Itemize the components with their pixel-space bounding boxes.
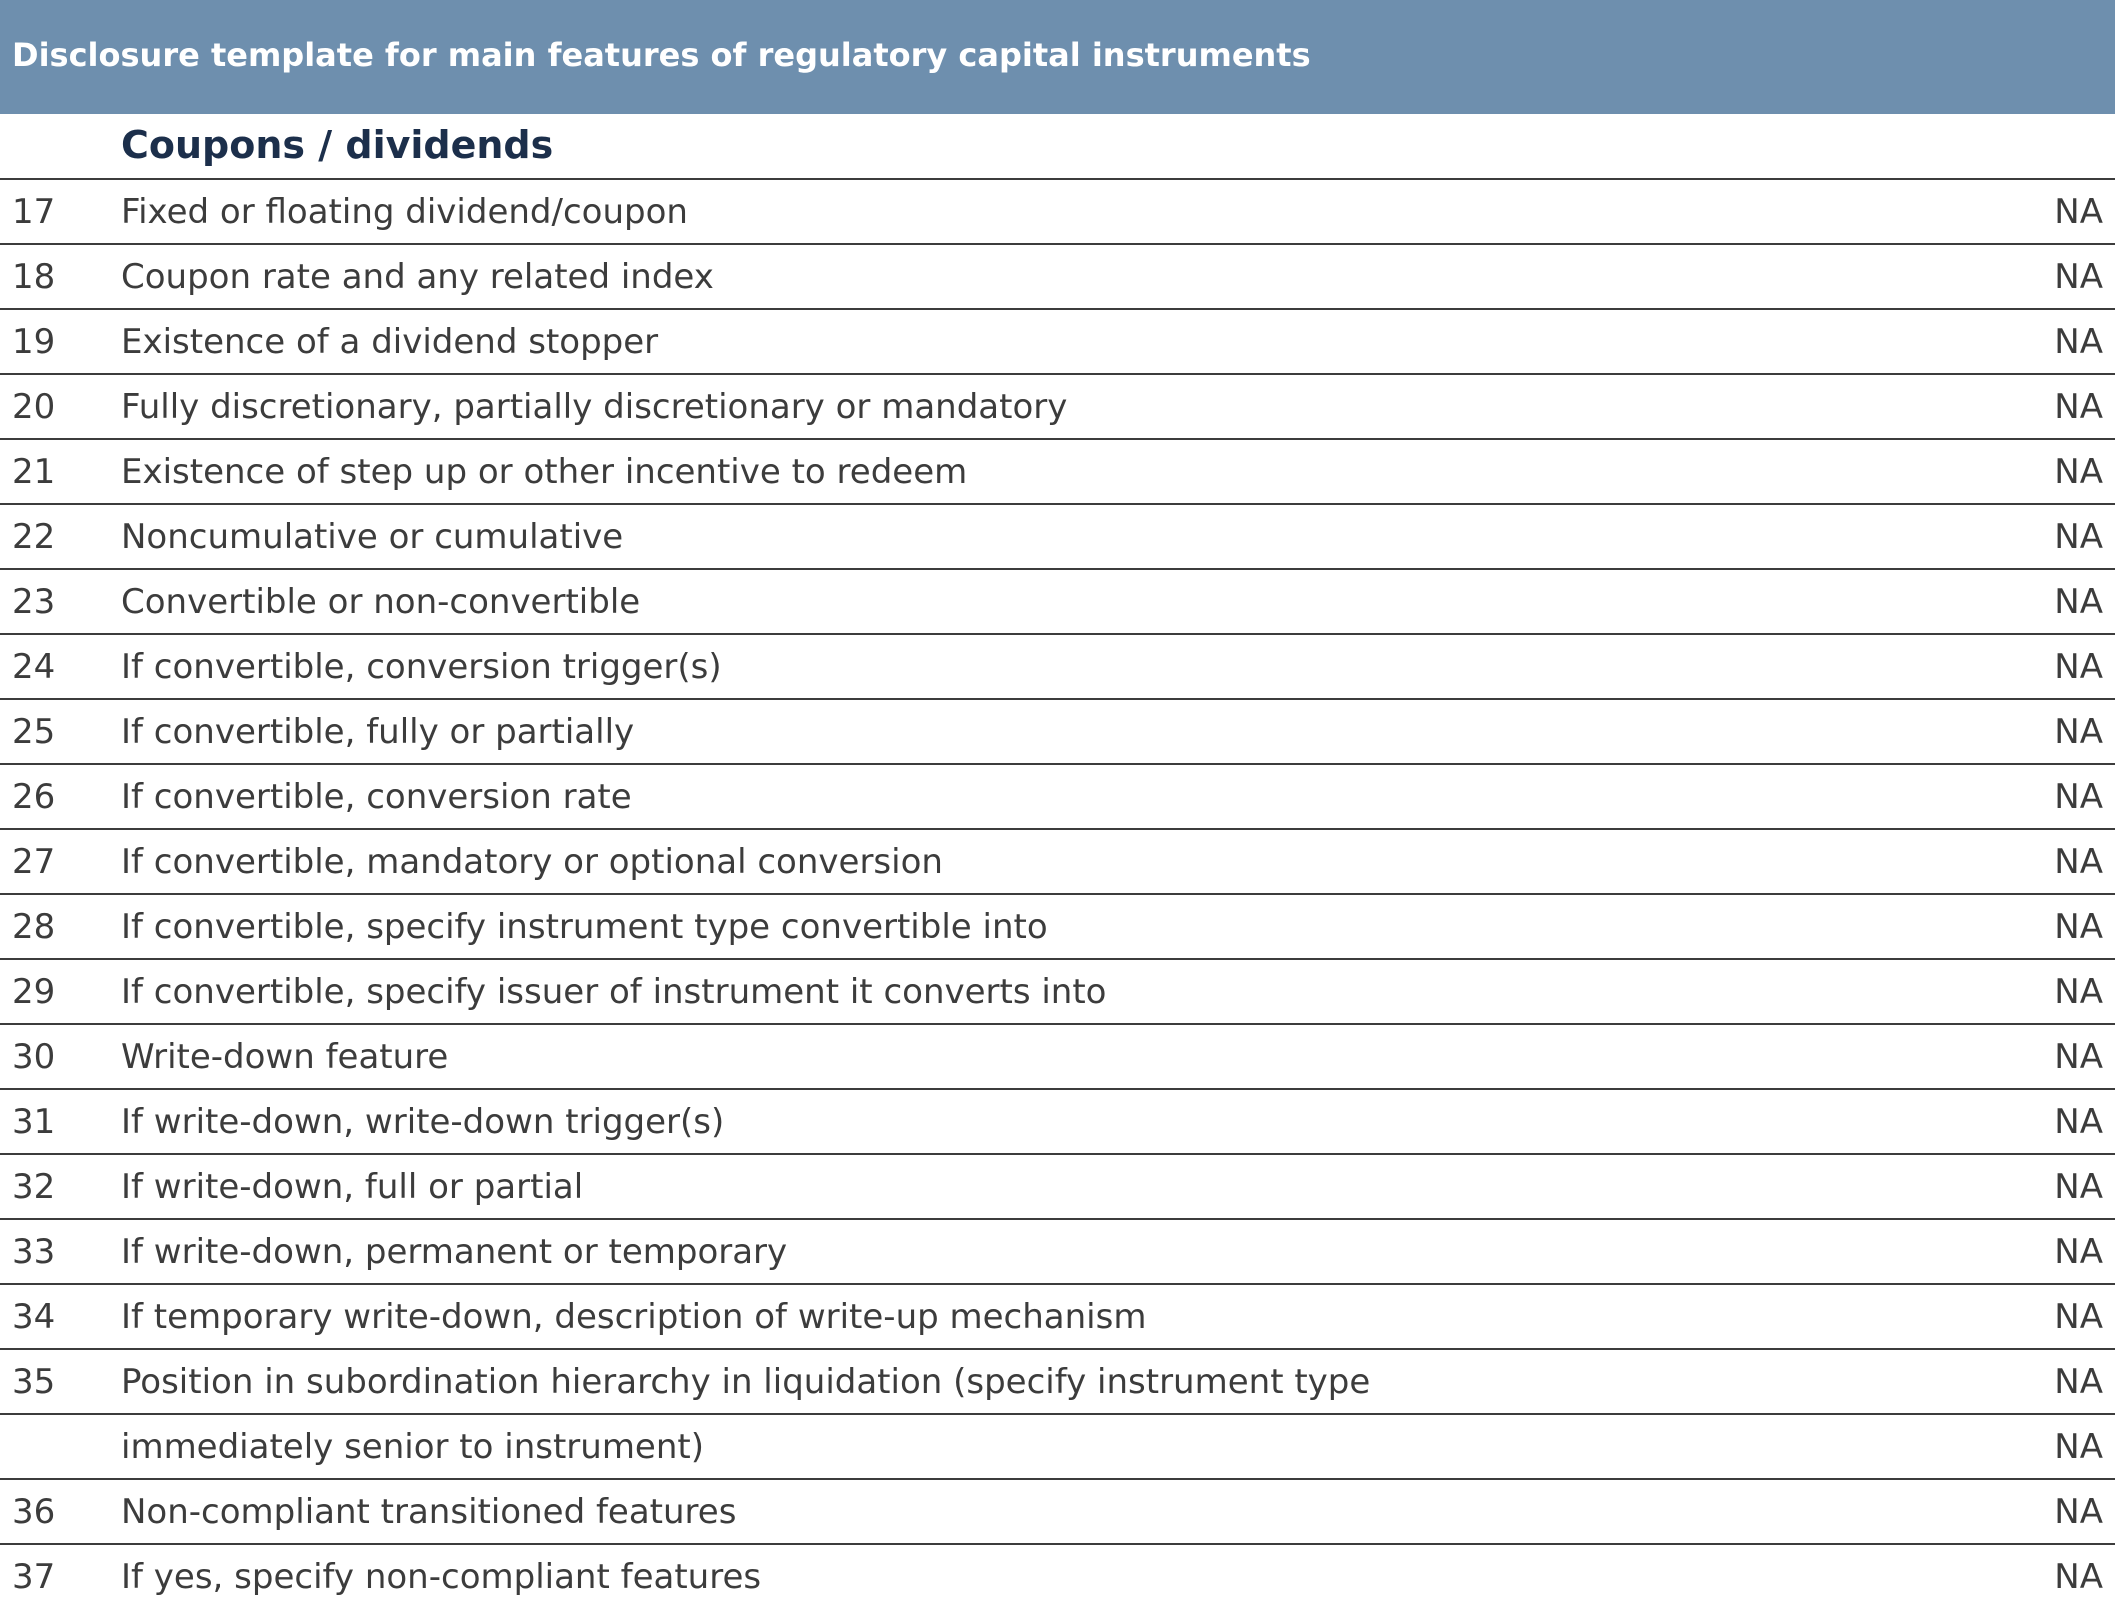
row-description: If convertible, specify issuer of instrument it converts into [121, 972, 1107, 1012]
table-row [0, 1415, 2115, 1480]
row-value: NA [2054, 452, 2103, 492]
row-description: immediately senior to instrument) [121, 1427, 704, 1467]
row-number: 36 [12, 1492, 56, 1532]
row-number: 33 [12, 1232, 56, 1272]
row-description: If write-down, write-down trigger(s) [121, 1102, 725, 1142]
row-description: Fixed or floating dividend/coupon [121, 192, 688, 232]
row-number: 31 [12, 1102, 56, 1142]
table-row [0, 700, 2115, 765]
table-row [0, 570, 2115, 635]
row-description: Coupon rate and any related index [121, 257, 714, 297]
row-value: NA [2054, 257, 2103, 297]
row-description: Position in subordination hierarchy in liquidation (specify instrument type [121, 1362, 1371, 1402]
page-title: Disclosure template for main features of regulatory capital instruments [12, 36, 1311, 74]
row-value: NA [2054, 192, 2103, 232]
row-value: NA [2054, 1362, 2103, 1402]
row-description: Fully discretionary, partially discretionary or mandatory [121, 387, 1068, 427]
row-description: If convertible, conversion trigger(s) [121, 647, 722, 687]
row-value: NA [2054, 387, 2103, 427]
row-value: NA [2054, 517, 2103, 557]
table-row [0, 830, 2115, 895]
row-description: Existence of step up or other incentive to redeem [121, 452, 968, 492]
table-row [0, 765, 2115, 830]
row-description: Convertible or non-convertible [121, 582, 641, 622]
table-row [0, 635, 2115, 700]
table-row [0, 960, 2115, 1025]
table-row [0, 180, 2115, 245]
table-row [0, 1220, 2115, 1285]
row-number: 29 [12, 972, 56, 1012]
row-number: 23 [12, 582, 56, 622]
row-description: Existence of a dividend stopper [121, 322, 659, 362]
row-number: 22 [12, 517, 56, 557]
row-number: 19 [12, 322, 56, 362]
table-row [0, 1155, 2115, 1220]
row-description: If convertible, fully or partially [121, 712, 635, 752]
table-row [0, 505, 2115, 570]
row-number: 37 [12, 1557, 56, 1597]
table-row [0, 1480, 2115, 1545]
row-number: 34 [12, 1297, 56, 1337]
row-value: NA [2054, 647, 2103, 687]
row-value: NA [2054, 1232, 2103, 1272]
row-description: If convertible, mandatory or optional conversion [121, 842, 943, 882]
header-bar [0, 0, 2115, 114]
row-description: If convertible, specify instrument type convertible into [121, 907, 1048, 947]
row-number: 28 [12, 907, 56, 947]
row-number: 30 [12, 1037, 56, 1077]
row-number: 24 [12, 647, 56, 687]
row-description: If convertible, conversion rate [121, 777, 632, 817]
row-description: If yes, specify non-compliant features [121, 1557, 762, 1597]
row-value: NA [2054, 972, 2103, 1012]
row-value: NA [2054, 907, 2103, 947]
row-description: Non-compliant transitioned features [121, 1492, 737, 1532]
row-value: NA [2054, 582, 2103, 622]
row-value: NA [2054, 322, 2103, 362]
table-row [0, 895, 2115, 960]
row-number: 27 [12, 842, 56, 882]
row-value: NA [2054, 1167, 2103, 1207]
row-number: 17 [12, 192, 56, 232]
table-row [0, 245, 2115, 310]
row-number: 25 [12, 712, 56, 752]
row-value: NA [2054, 1297, 2103, 1337]
row-value: NA [2054, 842, 2103, 882]
row-number: 21 [12, 452, 56, 492]
row-value: NA [2054, 712, 2103, 752]
row-value: NA [2054, 1557, 2103, 1597]
table-row [0, 1090, 2115, 1155]
row-value: NA [2054, 1492, 2103, 1532]
section-heading: Coupons / dividends [121, 123, 554, 167]
row-description: If write-down, permanent or temporary [121, 1232, 788, 1272]
table-row [0, 1285, 2115, 1350]
row-value: NA [2054, 1037, 2103, 1077]
table-row [0, 1025, 2115, 1090]
row-value: NA [2054, 777, 2103, 817]
table-body [0, 180, 2115, 1608]
row-number: 20 [12, 387, 56, 427]
row-number: 18 [12, 257, 56, 297]
row-value: NA [2054, 1102, 2103, 1142]
row-number: 32 [12, 1167, 56, 1207]
table-row [0, 1545, 2115, 1608]
row-description: If write-down, full or partial [121, 1167, 584, 1207]
row-number: 35 [12, 1362, 56, 1402]
row-description: Noncumulative or cumulative [121, 517, 624, 557]
row-number: 26 [12, 777, 56, 817]
row-description: If temporary write-down, description of write-up mechanism [121, 1297, 1147, 1337]
row-description: Write-down feature [121, 1037, 449, 1077]
table-row [0, 1350, 2115, 1415]
table-row [0, 375, 2115, 440]
row-value: NA [2054, 1427, 2103, 1467]
table-row [0, 310, 2115, 375]
table-row [0, 440, 2115, 505]
